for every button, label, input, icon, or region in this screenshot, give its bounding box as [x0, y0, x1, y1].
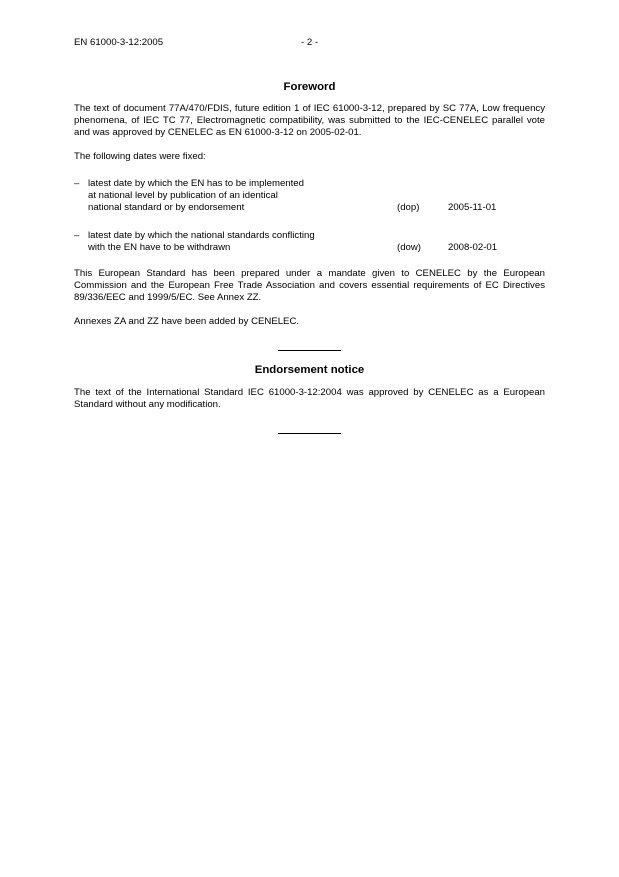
- page-number: - 2 -: [300, 37, 319, 48]
- list-dash: –: [74, 230, 80, 241]
- date-item-dow: [74, 230, 545, 266]
- description-line: with the EN have to be withdrawn: [88, 242, 231, 253]
- foreword-intro-text: The text of document 77A/470/FDIS, future edition 1 of IEC 61000-3-12, prepared by SC 77A, Low frequency phenomena, of IEC TC 77, Electromagnetic compatibility, was submitted to the IEC-CENELEC parallel vote and was approved by CENELEC as EN 61000-3-12 on 2005-02-01.: [74, 103, 545, 138]
- mandate-paragraph: [74, 268, 545, 304]
- list-dash: –: [74, 178, 80, 189]
- description-line: latest date by which the national standards conflicting: [88, 230, 315, 241]
- dates-list: [74, 178, 545, 266]
- description-line: latest date by which the EN has to be implemented: [88, 178, 304, 189]
- date-item-description: [88, 178, 388, 214]
- dates-intro: The following dates were fixed:: [74, 151, 206, 162]
- date-item-dop: [74, 178, 545, 214]
- section-divider: [278, 433, 341, 434]
- endorsement-paragraph: [74, 387, 545, 411]
- foreword-intro: [74, 103, 545, 139]
- mandate-text: This European Standard has been prepared under a mandate given to CENELEC by the European Commission and the European Free Trade Association and covers essential requirements of EC Directives 89/336/EEC and 1999/5/EC. See Annex ZZ.: [74, 268, 545, 303]
- description-line: at national level by publication of an identical: [88, 190, 278, 201]
- document-id: EN 61000-3-12:2005: [74, 37, 164, 48]
- date-item-description: [88, 230, 388, 254]
- endorsement-text: The text of the International Standard IEC 61000-3-12:2004 was approved by CENELEC as a European Standard without any modification.: [74, 387, 545, 410]
- annexes-paragraph: Annexes ZA and ZZ have been added by CENELEC.: [74, 316, 300, 327]
- date-abbreviation: (dow): [397, 242, 421, 253]
- date-value: 2008-02-01: [448, 242, 498, 253]
- endorsement-title: Endorsement notice: [254, 364, 365, 376]
- section-divider: [278, 350, 341, 351]
- description-line: national standard or by endorsement: [88, 202, 245, 213]
- date-abbreviation: (dop): [397, 202, 420, 213]
- date-value: 2005-11-01: [448, 202, 497, 213]
- foreword-title: Foreword: [283, 81, 336, 93]
